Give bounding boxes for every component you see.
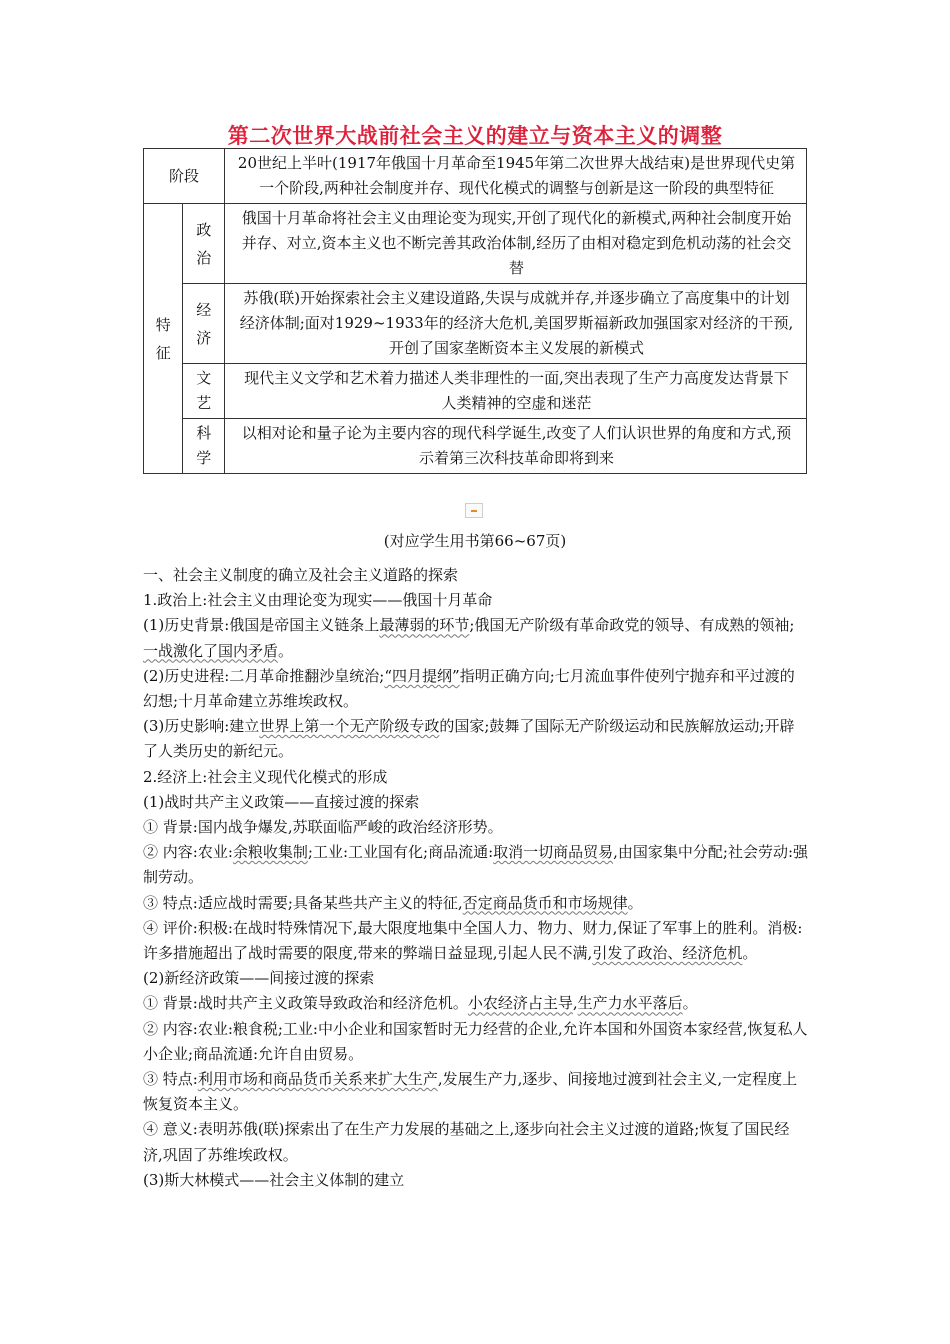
text-run: ,发展生产力,逐步、间接地过渡到社会主义,一定程度上恢复资本主义。: [143, 1070, 798, 1114]
text-run: ④ 评价:积极:在战时特殊情况下,最大限度地集中全国人力、物力、财力,保证了军事上的胜利。消极:许多措施超出了战时需要的限度,带来的弊端日益显现,引起人民不满,: [143, 918, 803, 963]
text-run: 指明正确方向;七月流血事件使列宁抛弃和平过渡的幻想;十月革命建立苏维埃政权。: [143, 666, 795, 711]
text-run: 。: [682, 994, 698, 1013]
subpoint-title: (1)战时共产主义政策——直接过渡的探索: [143, 792, 420, 811]
text-run: 。: [627, 893, 643, 912]
emphasis-text: 余粮收集制: [232, 843, 308, 862]
row-label-text: 文艺: [196, 369, 212, 412]
text-run: ,由国家集中分配;社会劳动:强制劳动。: [143, 843, 809, 887]
emphasis-text: 引发了政治、经济危机: [592, 944, 743, 963]
text-run: ③ 特点:适应战时需要;具备某些共产主义的特征,: [143, 893, 463, 912]
row-label-science: [183, 419, 225, 474]
row-label-text: 经济: [196, 300, 212, 347]
text-run: ;俄国无产阶级有革命政党的领导、有成熟的领袖;: [469, 616, 795, 635]
emphasis-text: 最薄弱的环节: [379, 616, 470, 635]
text-run: 的国家;鼓舞了国际无产阶级运动和民族解放运动;开辟了人类历史的新纪元。: [143, 717, 795, 761]
summary-table: [143, 148, 807, 474]
paragraph: [143, 1067, 809, 1117]
paragraph: ① 背景:国内战争爆发,苏联面临严峻的政治经济形势。: [143, 818, 503, 837]
row-text-science: 以相对论和量子论为主要内容的现代科学诞生,改变了人们认识世界的角度和方式,预示着第三次科技革命即将到来: [225, 419, 807, 474]
text-run: 。: [742, 944, 758, 963]
feature-label: 特征: [155, 315, 171, 362]
emphasis-text: “四月提纲”: [384, 666, 460, 685]
text-run: (1)历史背景:俄国是帝国主义链条上: [143, 616, 380, 635]
row-label-text: 科学: [196, 424, 212, 467]
placeholder-image-icon: [465, 503, 483, 518]
stage-text-cell: 20世纪上半叶(1917年俄国十月革命至1945年第二次世界大战结束)是世界现代史第一个阶段,两种社会制度并存、现代化模式的调整与创新是这一阶段的典型特征: [225, 149, 807, 204]
emphasis-text: 生产力水平落后: [577, 994, 683, 1013]
emphasis-text: 利用市场和商品货币关系来扩大生产: [197, 1070, 438, 1089]
emphasis-text: 否定商品货币和市场规律: [462, 893, 628, 912]
text-run: 。: [278, 641, 294, 660]
paragraph: [143, 664, 809, 714]
text-run: ,: [572, 994, 578, 1013]
subpoint-title: (3)斯大林模式——社会主义体制的建立: [143, 1170, 405, 1189]
emphasis-text: 小农经济占主导: [467, 994, 573, 1013]
text-run: ;工业:工业国有化;商品流通:: [307, 843, 494, 862]
row-label-politics: [183, 204, 225, 284]
point-title: 2.经济上:社会主义现代化模式的形成: [143, 767, 388, 786]
row-label-economy: [183, 284, 225, 364]
table-row-politics: [144, 204, 807, 284]
stage-label-cell: 阶段: [144, 149, 225, 204]
text-run: (3)历史影响:建立: [143, 717, 260, 736]
table-row-stage: [144, 149, 807, 204]
subpoint-title: (2)新经济政策——间接过渡的探索: [143, 969, 375, 988]
section-body: [143, 563, 809, 1193]
page-reference: (对应学生用书第66~67页): [383, 532, 567, 550]
emphasis-text: 一战激化了国内矛盾: [143, 641, 279, 660]
text-run: (2)历史进程:二月革命推翻沙皇统治;: [143, 666, 385, 685]
text-run: ③ 特点:: [143, 1070, 198, 1089]
paragraph: [143, 891, 809, 916]
point-title: 1.政治上:社会主义由理论变为现实——俄国十月革命: [143, 591, 493, 610]
text-run: ② 内容:农业:: [143, 843, 233, 862]
paragraph: [143, 840, 809, 890]
emphasis-text: 取消一切商品贸易: [493, 843, 614, 862]
text-run: ① 背景:战时共产主义政策导致政治和经济危机。: [143, 994, 468, 1013]
paragraph: [143, 991, 809, 1016]
paragraph: [143, 714, 809, 764]
table-row-arts: [144, 364, 807, 419]
section-heading: 一、社会主义制度的确立及社会主义道路的探索: [143, 566, 459, 584]
paragraph: ② 内容:农业:粮食税;工业:中小企业和国家暂时无力经营的企业,允许本国和外国资本家经营,恢复私人小企业;商品流通:允许自由贸易。: [143, 1019, 808, 1063]
row-text-arts: 现代主义文学和艺术着力描述人类非理性的一面,突出表现了生产力高度发达背景下人类精神的空虚和迷茫: [225, 364, 807, 419]
row-text-politics: 俄国十月革命将社会主义由理论变为现实,开创了现代化的新模式,两种社会制度开始并存、对立,资本主义也不断完善其政治体制,经历了由相对稳定到危机动荡的社会交替: [225, 204, 807, 284]
table-row-science: [144, 419, 807, 474]
row-label-text: 政治: [196, 220, 212, 267]
page-title: 第二次世界大战前社会主义的建立与资本主义的调整: [227, 124, 723, 148]
feature-label-cell: [144, 204, 183, 474]
paragraph: [143, 613, 809, 663]
paragraph: ④ 意义:表明苏俄(联)探索出了在生产力发展的基础之上,逐步向社会主义过渡的道路;恢复了国民经济,巩固了苏维埃政权。: [143, 1120, 790, 1164]
row-label-arts: [183, 364, 225, 419]
emphasis-text: 世界上第一个无产阶级专政: [259, 717, 440, 736]
table-row-economy: [144, 284, 807, 364]
paragraph: [143, 916, 809, 966]
row-text-economy: 苏俄(联)开始探索社会主义建设道路,失误与成就并存,并逐步确立了高度集中的计划经济体制;面对1929~1933年的经济大危机,美国罗斯福新政加强国家对经济的干预,开创了国家垄断资本主义发展的新模式: [225, 284, 807, 364]
